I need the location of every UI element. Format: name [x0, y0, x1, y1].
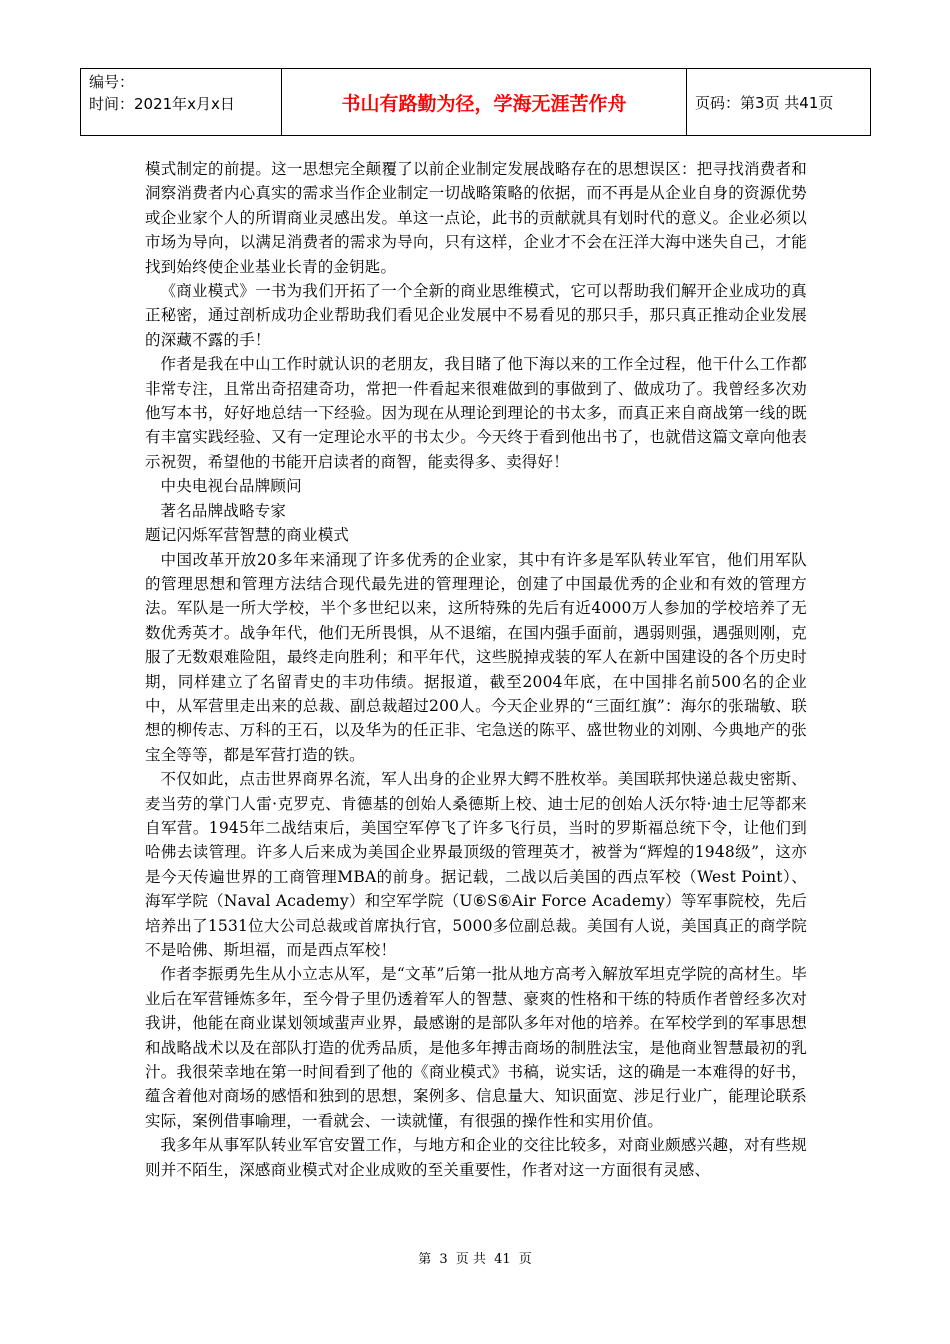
footer-prefix: 第 [418, 1252, 432, 1267]
body-paragraph: 作者李振勇先生从小立志从军，是“文革”后第一批从地方高考入解放军坦克学院的高材生。毕业后在军营锤炼多年，至今骨子里仍透着军人的智慧、豪爽的性格和干练的特质作者曾经多次对我讲，他能在商业谋划领域蜚声业界，最感谢的是部队多年对他的培养。在军校学到的军事思想和战略战术以及在部队打造的优秀品质，是他多年搏击商场的制胜法宝，是他商业智慧最初的乳汁。我很荣幸地在第一时间看到了他的《商业模式》书稿，说实话，这的确是一本难得的好书，蕴含着他对商场的感悟和独到的思想，案例多、信息量大、知识面宽、涉足行业广，能理论联系实际，案例借事喻理，一看就会、一读就懂，有很强的操作性和实用价值。 [145, 965, 807, 1130]
footer-suffix: 页 [518, 1252, 532, 1267]
document-body [145, 157, 807, 1182]
header-page-info: 页码：第3页 共41页 [695, 93, 834, 112]
body-paragraph: 著名品牌战略专家 [160, 501, 287, 520]
body-paragraph: 作者是我在中山工作时就认识的老朋友，我目睹了他下海以来的工作全过程，他干什么工作都非常专注，且常出奇招建奇功，常把一件看起来很难做到的事做到了、做成功了。我曾经多次劝他写本书，好好地总结一下经验。因为现在从理论到理论的书太多，而真正来自商战第一线的既有丰富实践经验、又有一定理论水平的书太少。今天终于看到他出书了，也就借这篇文章向他表示祝贺，希望他的书能开启读者的商智，能卖得多、卖得好！ [145, 355, 807, 471]
body-paragraph: 模式制定的前提。这一思想完全颠覆了以前企业制定发展战略存在的思想误区：把寻找消费者和洞察消费者内心真实的需求当作企业制定一切战略策略的依据，而不再是从企业自身的资源优势或企业家个人的所谓商业灵感出发。单这一点论，此书的贡献就具有划时代的意义。企业必须以市场为导向，以满足消费者的需求为导向，只有这样，企业才不会在汪洋大海中迷失自己，才能找到始终使企业基业长青的金钥匙。 [145, 160, 807, 276]
footer-middle: 页 共 [455, 1252, 486, 1267]
number-label: 编号： [89, 73, 135, 91]
page-footer [0, 1248, 950, 1267]
header-meta [81, 69, 282, 135]
footer-page-number: 3 [439, 1252, 448, 1267]
footer-total-pages: 41 [494, 1252, 511, 1267]
body-paragraph: 题记闪烁军营智慧的商业模式 [145, 526, 350, 545]
body-paragraph: 中国改革开放20多年来涌现了许多优秀的企业家，其中有许多是军队转业军官，他们用军队的管理思想和管理方法结合现代最先进的管理理论，创建了中国最优秀的企业和有效的管理方法。军队是一所大学校，半个多世纪以来，这所特殊的先后有近4000万人参加的学校培养了无数优秀英才。战争年代，他们无所畏惧，从不退缩，在国内强手面前，遇弱则强，遇强则刚，克服了无数艰难险阻，最终走向胜利；和平年代，这些脱掉戎装的军人在新中国建设的各个历史时期，同样建立了名留青史的丰功伟绩。据报道，截至2004年底，在中国排名前500名的企业中，从军营里走出来的总裁、副总裁超过200人。今天企业界的“三面红旗”：海尔的张瑞敏、联想的柳传志、万科的王石，以及华为的任正非、宅急送的陈平、盛世物业的刘刚、今典地产的张宝全等等，都是军营打造的铁。 [145, 550, 807, 764]
body-paragraph: 中央电视台品牌顾问 [160, 477, 302, 496]
time-label: 时间：2021年x月x日 [89, 95, 235, 113]
header-motto: 书山有路勤为径，学海无涯苦作舟 [282, 69, 687, 135]
body-paragraph: 我多年从事军队转业军官安置工作，与地方和企业的交往比较多，对商业颇感兴趣，对有些规则并不陌生，深感商业模式对企业成败的至关重要性，作者对这一方面很有灵感、 [145, 1136, 807, 1179]
body-paragraph: 不仅如此，点击世界商界名流，军人出身的企业界大鳄不胜枚举。美国联邦快递总裁史密斯、麦当劳的掌门人雷·克罗克、肯德基的创始人桑德斯上校、迪士尼的创始人沃尔特·迪士尼等都来自军营。1945年二战结束后，美国空军停飞了许多飞行员，当时的罗斯福总统下令，让他们到哈佛去读管理。许多人后来成为美国企业界最顶级的管理英才，被誉为“辉煌的1948级”，这亦是今天传遍世界的工商管理MBA的前身。据记载，二战以后美国的西点军校（West Point）、海军学院（Naval Academy）和空军学院（U⑥S⑥Air Force Academy）等军事院校，先后培养出了1531位大公司总裁或首席执行官，5000多位副总裁。美国有人说，美国真正的商学院不是哈佛、斯坦福，而是西点军校！ [145, 770, 807, 959]
body-paragraph: 《商业模式》一书为我们开拓了一个全新的商业思维模式，它可以帮助我们解开企业成功的真正秘密，通过剖析成功企业帮助我们看见企业发展中不易看见的那只手，那只真正推动企业发展的深藏不露的手！ [145, 282, 807, 349]
page-header [80, 68, 871, 136]
